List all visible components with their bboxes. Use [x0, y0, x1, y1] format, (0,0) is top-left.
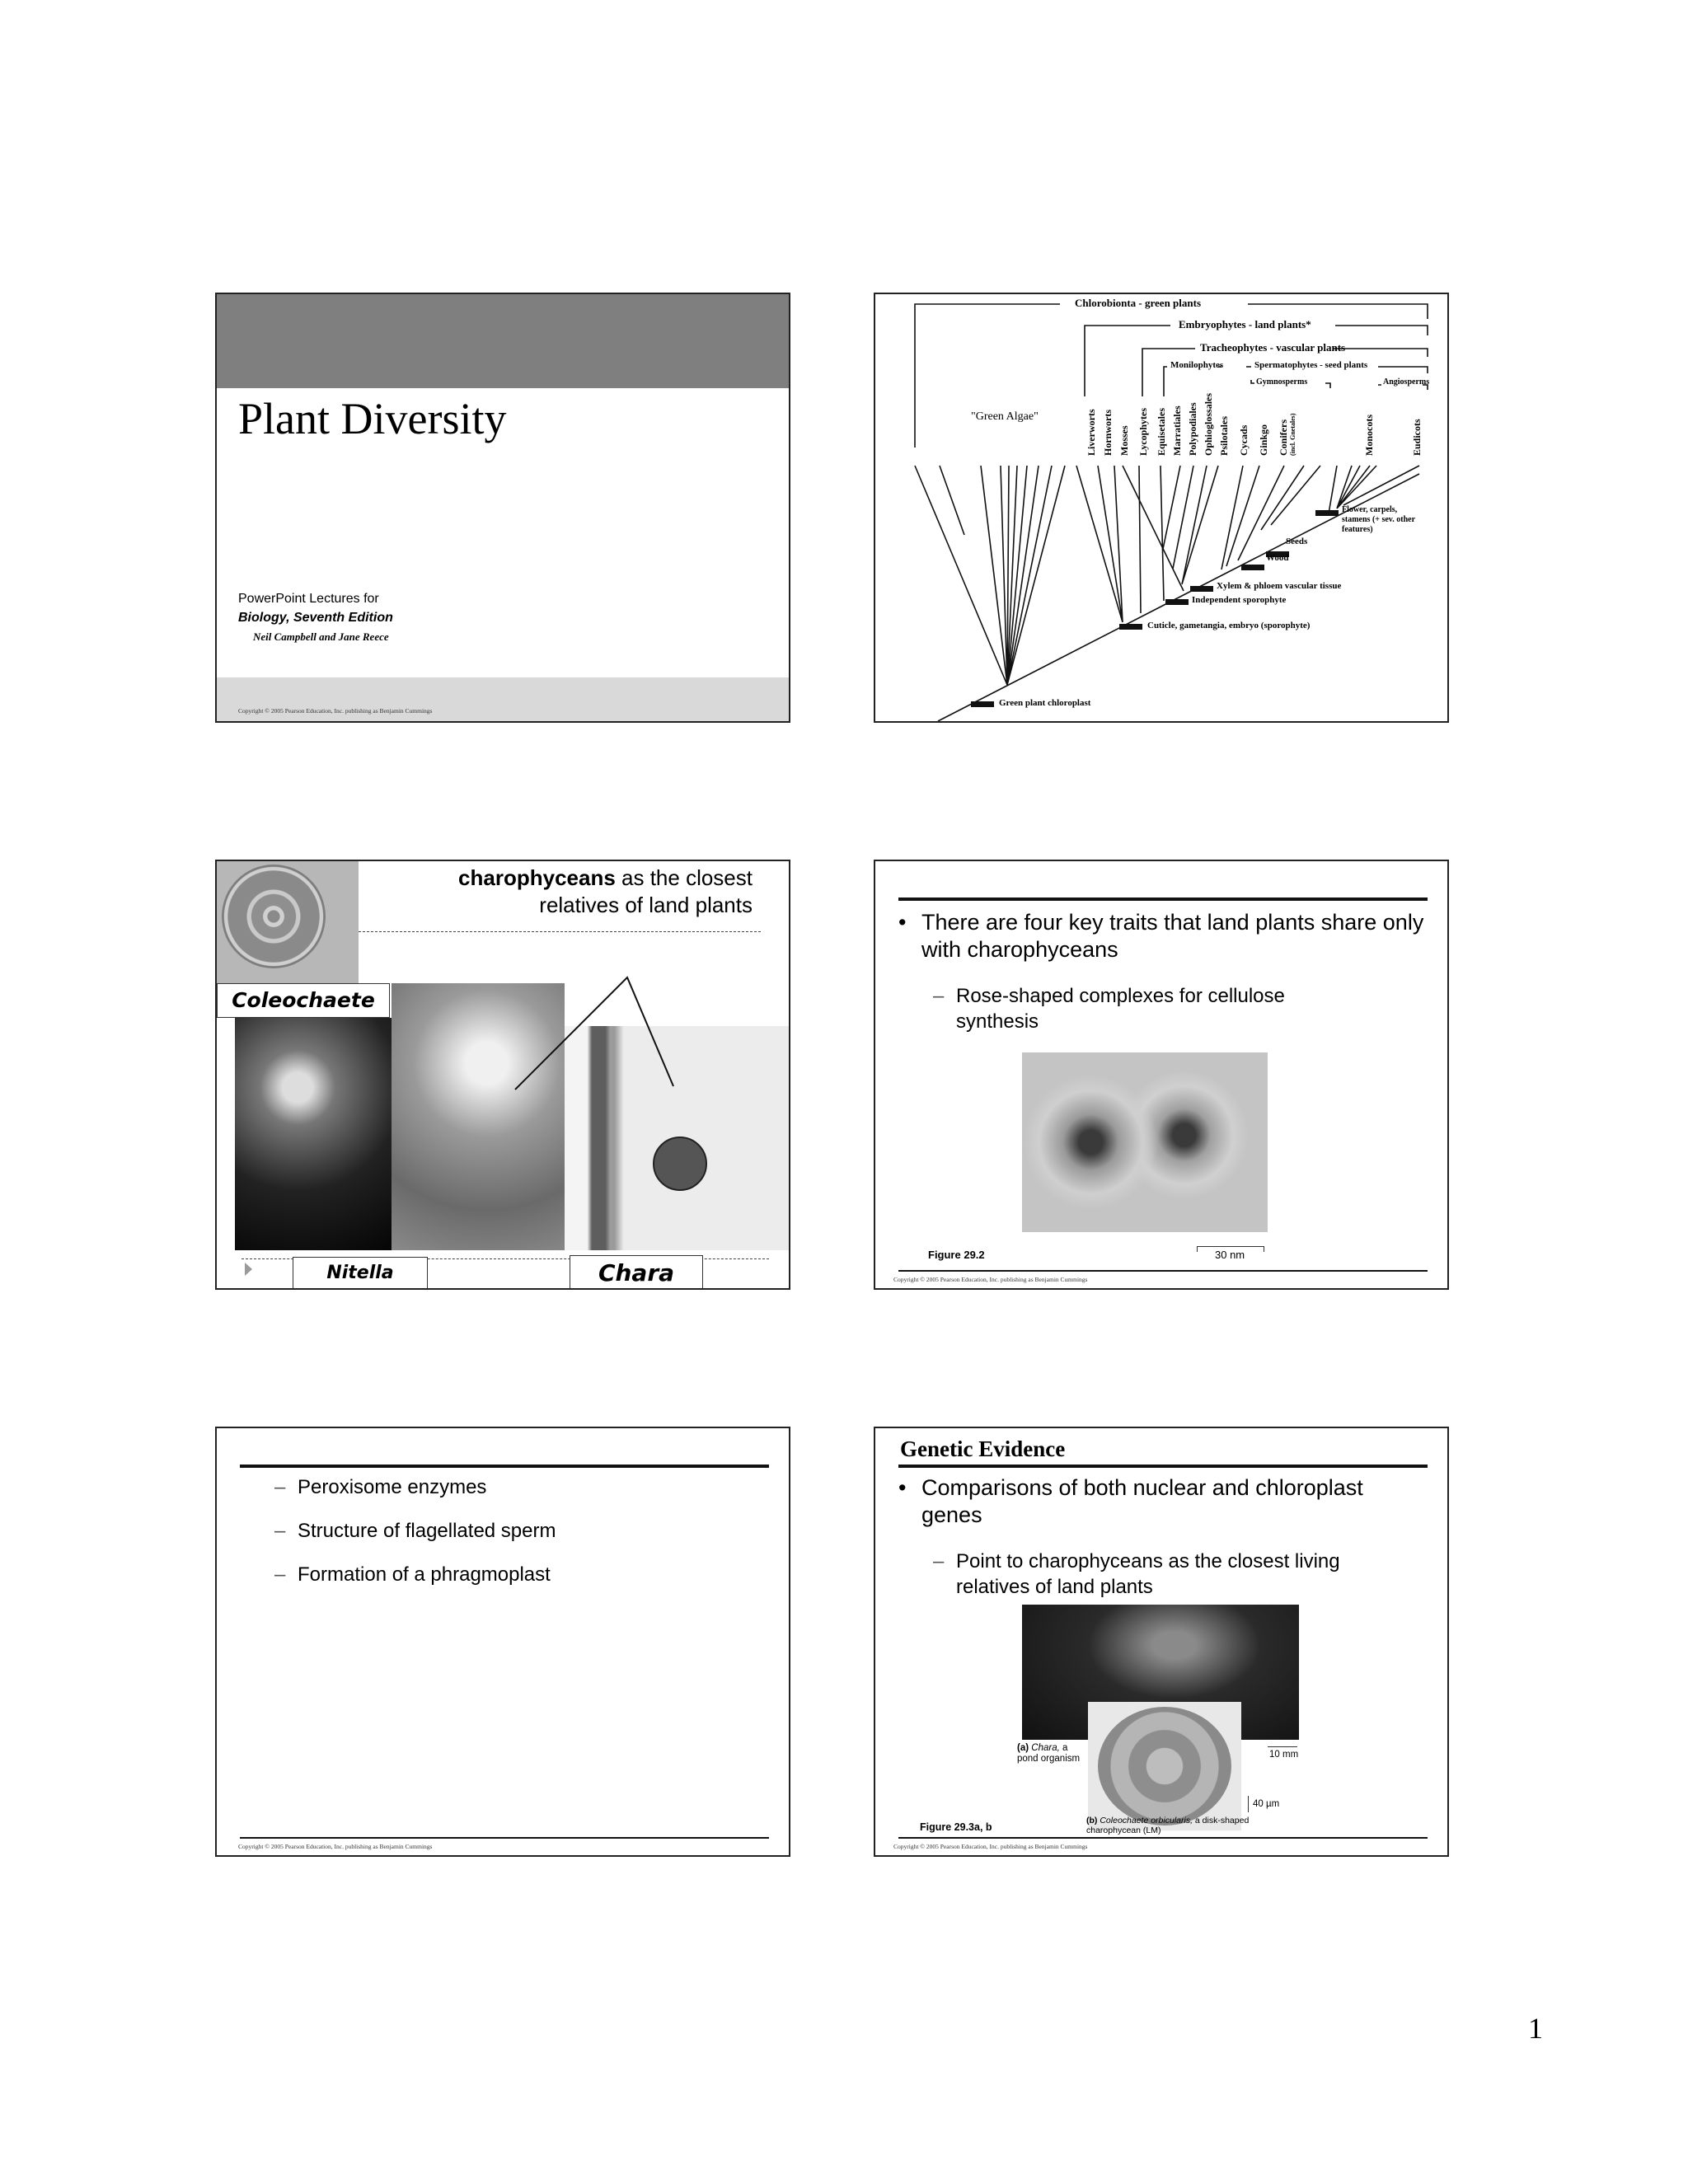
slide-title-text: Plant Diversity: [238, 394, 507, 443]
slide-charophycean-photos: [215, 860, 790, 1290]
bottom-rule: [240, 1837, 769, 1839]
lectures-line: PowerPoint Lectures for: [238, 592, 379, 606]
slide-phylogeny: [874, 293, 1449, 723]
scale-bar-a: [1268, 1746, 1297, 1747]
trait-cuticle: Cuticle, gametangia, embryo (sporophyte): [1147, 621, 1311, 630]
clade-tracheophytes: Tracheophytes - vascular plants: [1200, 341, 1346, 354]
clade-chlorobionta: Chlorobionta - green plants: [1075, 297, 1202, 309]
trait-chloroplast: Green plant chloroplast: [999, 698, 1091, 708]
taxon-marratiales: Marratiales: [1171, 405, 1183, 456]
caption-a: (a) Chara, a pond organism: [1017, 1743, 1081, 1764]
pointer-lines: [217, 861, 790, 1290]
slide-key-traits-cont: [215, 1427, 790, 1857]
play-arrow-icon: [245, 1263, 252, 1276]
copyright: Copyright © 2005 Pearson Education, Inc. publishing as Benjamin Cummings: [893, 1276, 1088, 1283]
taxon-psilotales: Psilotales: [1218, 416, 1230, 456]
heading-rest-2: relatives of land plants: [539, 893, 753, 917]
taxon-cycads: Cycads: [1238, 424, 1250, 456]
top-rule: [898, 898, 1428, 901]
taxon-conifers-note: (incl. Gnetales): [1289, 413, 1296, 456]
label-nitella: Nitella: [293, 1257, 428, 1290]
label-chara: Chara: [570, 1255, 703, 1290]
footer-band: [217, 677, 789, 723]
figure-label: Figure 29.3a, b: [920, 1821, 992, 1833]
figure-label: Figure 29.2: [928, 1249, 985, 1261]
scale-a-label: 10 mm: [1269, 1750, 1299, 1760]
bottom-rule: [898, 1270, 1428, 1272]
taxon-liverworts: Liverworts: [1085, 409, 1097, 456]
trait-flower: Flower, carpels, stamens (+ sev. other features): [1342, 505, 1415, 534]
slide-key-traits: [874, 860, 1449, 1290]
slide-genetic-evidence: [874, 1427, 1449, 1857]
caption-b: (b) Coleochaete orbicularis, a disk-shaped charophycean (LM): [1086, 1816, 1250, 1835]
trait-xylem: Xylem & phloem vascular tissue: [1217, 581, 1342, 591]
title-banner: [217, 294, 789, 388]
item-flagellated-sperm: – Structure of flagellated sperm: [274, 1520, 556, 1542]
trait-seeds: Seeds: [1286, 537, 1308, 546]
taxon-equisetales: Equisetales: [1156, 407, 1167, 456]
taxon-polypodiales: Polypodiales: [1187, 402, 1198, 456]
taxon-lycophytes: Lycophytes: [1137, 407, 1149, 456]
clade-embryophytes: Embryophytes - land plants*: [1179, 318, 1311, 330]
page-number: 1: [1528, 2012, 1543, 2045]
sub-charophyceans: – Point to charophyceans as the closest living relatives of land plants: [933, 1550, 1340, 1598]
taxon-mosses: Mosses: [1118, 425, 1130, 456]
book-line: Biology, Seventh Edition: [238, 611, 393, 625]
green-algae-label: "Green Algae": [971, 410, 1039, 423]
scale-label: 30 nm: [1215, 1249, 1245, 1261]
sub-rose-complexes: – Rose-shaped complexes for cellulose synthesis: [933, 985, 1285, 1033]
clade-gymnosperms: Gymnosperms: [1256, 377, 1308, 387]
taxon-conifers: Conifers: [1278, 419, 1289, 456]
clade-spermatophytes: Spermatophytes - seed plants: [1254, 360, 1368, 370]
item-phragmoplast: – Formation of a phragmoplast: [274, 1563, 551, 1586]
taxon-eudicots: Eudicots: [1411, 419, 1423, 456]
trait-wood: Wood: [1266, 553, 1289, 563]
bottom-rule: [898, 1837, 1428, 1839]
top-rule: [898, 1465, 1428, 1468]
item-peroxisome: – Peroxisome enzymes: [274, 1476, 487, 1498]
scale-bar-b: [1248, 1796, 1249, 1812]
top-rule: [240, 1465, 769, 1468]
slide-heading: Genetic Evidence: [900, 1436, 1066, 1461]
copyright: Copyright © 2005 Pearson Education, Inc. publishing as Benjamin Cummings: [238, 707, 433, 715]
bullet-comparisons: • Comparisons of both nuclear and chloroplast genes: [898, 1475, 1363, 1527]
label-coleochaete: Coleochaete: [217, 983, 390, 1018]
taxon-monocots: Monocots: [1363, 415, 1375, 456]
rosette-micrograph: [1022, 1052, 1268, 1232]
authors-line: Neil Campbell and Jane Reece: [253, 630, 389, 643]
taxon-ophioglossales: Ophioglossales: [1203, 392, 1214, 456]
clade-angiosperms: Angiosperms: [1383, 377, 1430, 387]
copyright: Copyright © 2005 Pearson Education, Inc. publishing as Benjamin Cummings: [238, 1843, 433, 1850]
clade-monilophytes: Monilophytes: [1170, 360, 1224, 370]
bullet-key-traits: • There are four key traits that land plants share only with charophyceans: [898, 910, 1424, 962]
taxon-ginkgo: Ginkgo: [1258, 424, 1269, 456]
heading-keyword: charophyceans: [458, 865, 616, 890]
copyright: Copyright © 2005 Pearson Education, Inc. publishing as Benjamin Cummings: [893, 1843, 1088, 1850]
coleochaete-micrograph: [1088, 1702, 1241, 1830]
slide-title: [215, 293, 790, 723]
heading-rest-1: as the closest: [615, 865, 753, 890]
scale-b-label: 40 µm: [1253, 1799, 1280, 1809]
taxon-hornworts: Hornworts: [1102, 410, 1114, 456]
trait-independent: Independent sporophyte: [1192, 595, 1287, 605]
